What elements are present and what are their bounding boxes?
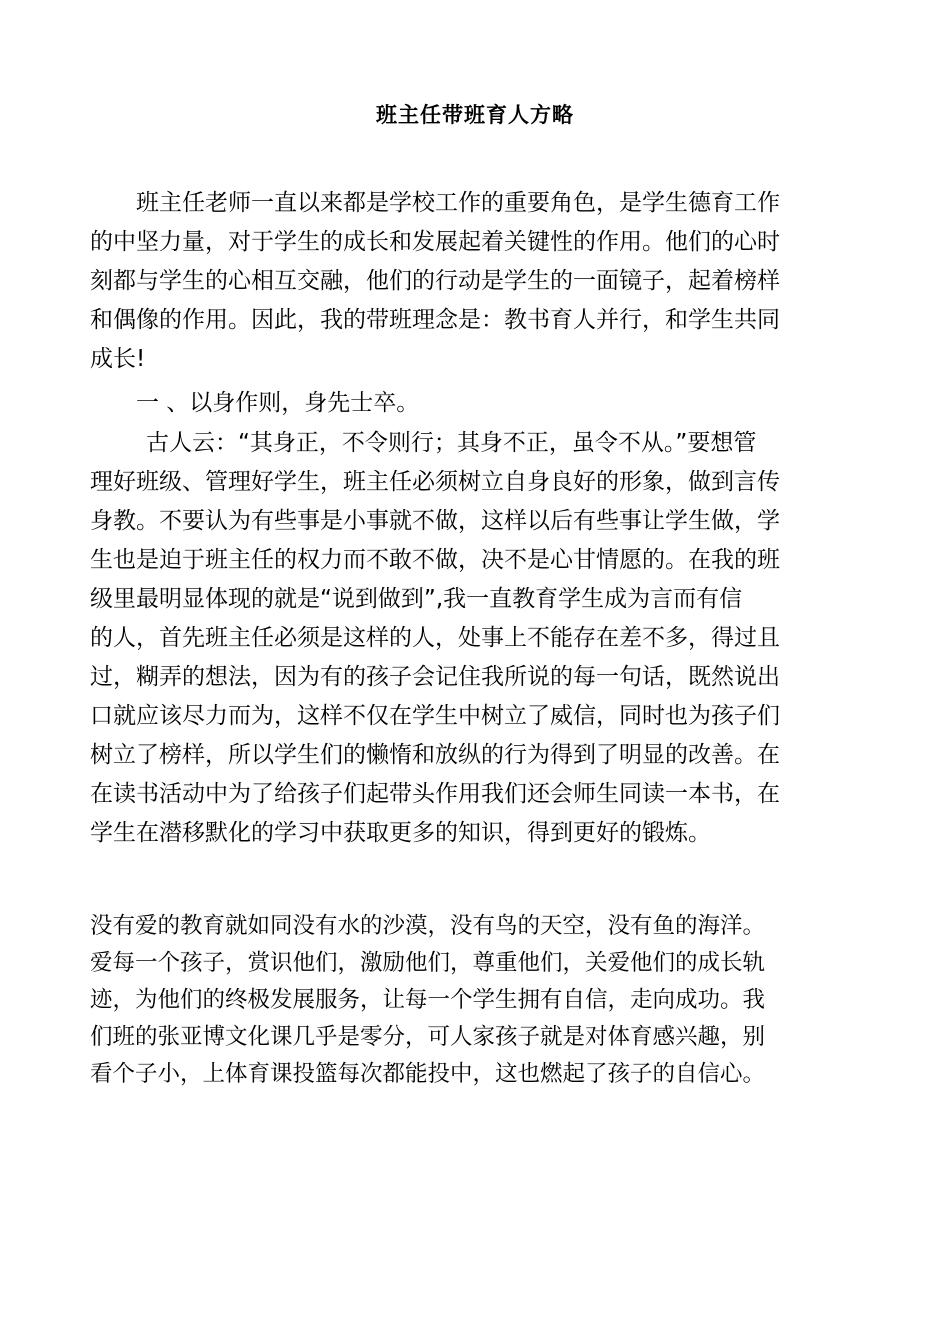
paragraph-line: 看个子小，上体育课投篮每次都能投中，这也燃起了孩子的自信心。 (90, 1061, 766, 1087)
paragraph-line: 爱每一个孩子，赏识他们，激励他们，尊重他们，关爱他们的成长轨 (90, 950, 766, 976)
paragraph-intro (90, 184, 865, 379)
paragraph-line: 身教。不要认为有些事是小事就不做，这样以后有些事让学生做，学 (90, 508, 780, 534)
paragraph-line: 班主任老师一直以来都是学校工作的重要角色，是学生德育工作 (136, 190, 780, 216)
paragraph-line: 迹，为他们的终极发展服务，让每一个学生拥有自信，走向成功。我 (90, 987, 766, 1013)
section-heading (90, 384, 865, 423)
paragraph-line: 成长! (90, 346, 146, 372)
paragraph-line: 生也是迫于班主任的权力而不敢不做，决不是心甘情愿的。在我的班 (90, 547, 780, 573)
paragraph-line: 学生在潜移默化的学习中获取更多的知识，得到更好的锻炼。 (90, 820, 711, 846)
paragraph-line: 们班的张亚博文化课几乎是零分，可人家孩子就是对体育感兴趣，别 (90, 1024, 766, 1050)
paragraph-line: 古人云：“其身正，不令则行；其身不正，虽令不从。”要想管 (146, 430, 757, 456)
paragraph-line: 级里最明显体现的就是“说到做到”,我一直教育学生成为言而有信 (90, 586, 743, 612)
paragraph-line: 没有爱的教育就如同没有水的沙漠，没有鸟的天空，没有鱼的海洋。 (90, 913, 766, 939)
paragraph-line: 刻都与学生的心相互交融，他们的行动是学生的一面镜子，起着榜样 (90, 268, 780, 294)
paragraph-line: 树立了榜样，所以学生们的懒惰和放纵的行为得到了明显的改善。在 (90, 742, 780, 768)
paragraph-line: 口就应该尽力而为，这样不仅在学生中树立了威信，同时也为孩子们 (90, 703, 780, 729)
paragraph-line: 的人，首先班主任必须是这样的人，处事上不能存在差不多，得过且 (90, 625, 780, 651)
paragraph-line: 和偶像的作用。因此，我的带班理念是：教书育人并行，和学生共同 (90, 307, 780, 333)
paragraph-line: 理好班级、管理好学生，班主任必须树立自身良好的形象，做到言传 (90, 469, 780, 495)
paragraph-love-education (90, 908, 865, 1093)
paragraph-lead-by-example (90, 424, 865, 853)
paragraph-line: 在读书活动中为了给孩子们起带头作用我们还会师生同读一本书，在 (90, 781, 780, 807)
paragraph-line: 的中坚力量，对于学生的成长和发展起着关键性的作用。他们的心时 (90, 229, 780, 255)
section-heading-text: 一 、以身作则，身先士卒。 (136, 390, 420, 416)
paragraph-line: 过，糊弄的想法，因为有的孩子会记住我所说的每一句话，既然说出 (90, 664, 780, 690)
document-title: 班主任带班育人方略 (376, 103, 574, 127)
